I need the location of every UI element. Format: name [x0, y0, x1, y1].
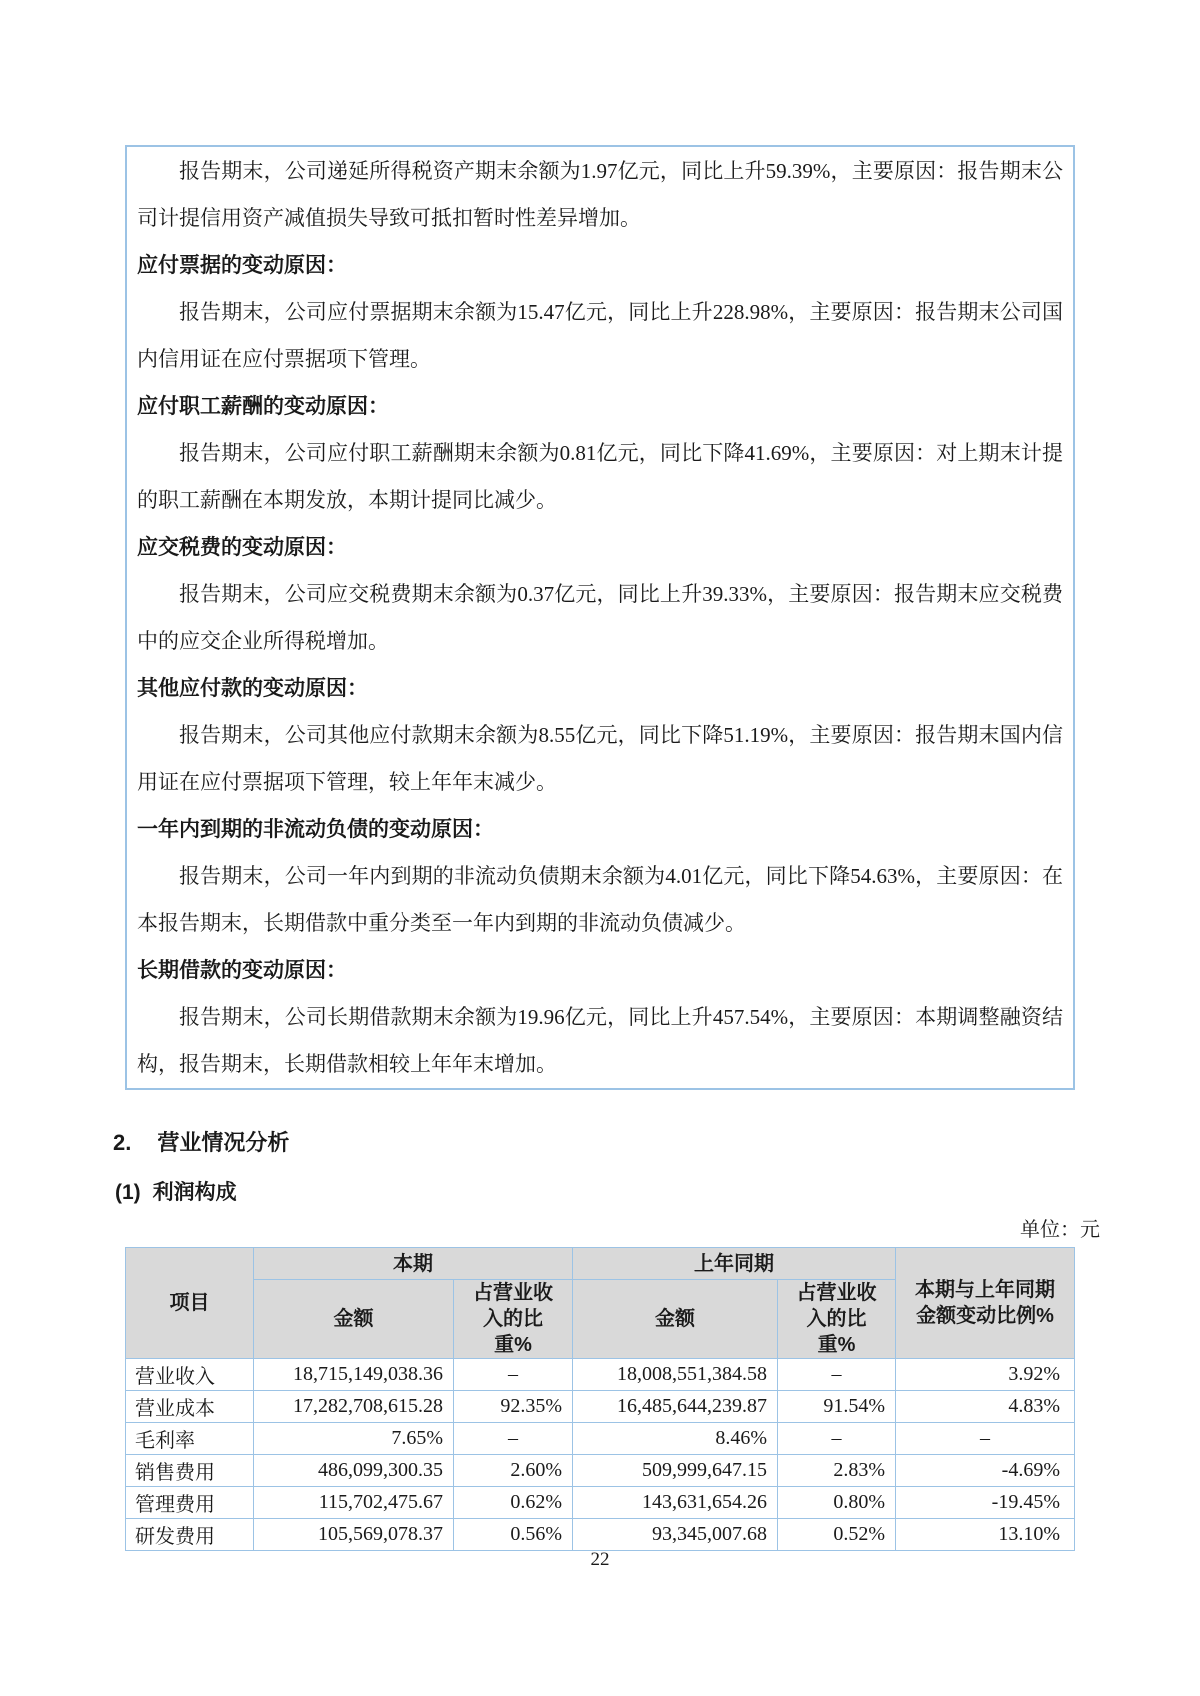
- cell-change-ratio: 13.10%: [896, 1519, 1075, 1551]
- cell-ratio-prior: 0.52%: [778, 1519, 896, 1551]
- cell-amount-current: 7.65%: [254, 1423, 454, 1455]
- cell-ratio-current: 92.35%: [454, 1391, 573, 1423]
- header-ratio-prior: 占营业收入的比重%: [778, 1280, 896, 1359]
- table-row-selling-expense: [126, 1455, 1075, 1487]
- change-reasons-box: [125, 145, 1075, 1090]
- table-body: [126, 1359, 1075, 1551]
- cell-amount-prior: 16,485,644,239.87: [573, 1391, 778, 1423]
- header-amount-prior: 金额: [573, 1280, 778, 1359]
- profit-composition-table: [125, 1247, 1075, 1551]
- cell-item: 营业收入: [126, 1359, 254, 1391]
- table-row-gross-margin: [126, 1423, 1075, 1455]
- table-row-admin-expense: [126, 1487, 1075, 1519]
- cell-amount-current: 486,099,300.35: [254, 1455, 454, 1487]
- cell-amount-prior: 509,999,647.15: [573, 1455, 778, 1487]
- heading-taxes-payable: 应交税费的变动原因：: [137, 536, 347, 559]
- cell-ratio-current: –: [454, 1359, 573, 1391]
- cell-amount-current: 18,715,149,038.36: [254, 1359, 454, 1391]
- paragraph-taxes-payable: 报告期末，公司应交税费期末余额为0.37亿元，同比上升39.33%，主要原因：报告期末应交税费中的应交企业所得税增加。: [137, 582, 1063, 653]
- cell-change-ratio: -4.69%: [896, 1455, 1075, 1487]
- section-number: 2.: [113, 1130, 132, 1155]
- table-header: [126, 1248, 1075, 1359]
- paragraph-payroll-payable: 报告期末，公司应付职工薪酬期末余额为0.81亿元，同比下降41.69%，主要原因：对上期末计提的职工薪酬在本期发放，本期计提同比减少。: [137, 441, 1063, 512]
- cell-ratio-prior: –: [778, 1423, 896, 1455]
- page-number: 22: [590, 1549, 610, 1570]
- cell-amount-prior: 18,008,551,384.58: [573, 1359, 778, 1391]
- cell-ratio-prior: –: [778, 1359, 896, 1391]
- cell-item: 毛利率: [126, 1423, 254, 1455]
- cell-item: 管理费用: [126, 1487, 254, 1519]
- cell-ratio-current: 0.62%: [454, 1487, 573, 1519]
- table-row-revenue: [126, 1359, 1075, 1391]
- cell-ratio-current: –: [454, 1423, 573, 1455]
- heading-longterm-loans: 长期借款的变动原因：: [137, 959, 347, 982]
- header-group-prior-period: 上年同期: [573, 1248, 896, 1280]
- section-title-business-analysis: [113, 1128, 289, 1158]
- cell-change-ratio: –: [896, 1423, 1075, 1455]
- section-label: 营业情况分析: [157, 1130, 290, 1155]
- table-row-rd-expense: [126, 1519, 1075, 1551]
- cell-ratio-current: 0.56%: [454, 1519, 573, 1551]
- header-change-ratio: 本期与上年同期金额变动比例%: [896, 1248, 1075, 1359]
- paragraph-deferred-tax: 报告期末，公司递延所得税资产期末余额为1.97亿元，同比上升59.39%，主要原因：报告期末公司计提信用资产减值损失导致可抵扣暂时性差异增加。: [137, 159, 1063, 230]
- header-amount-current: 金额: [254, 1280, 454, 1359]
- header-ratio-current: 占营业收入的比重%: [454, 1280, 573, 1359]
- header-group-current-period: 本期: [254, 1248, 573, 1280]
- paragraph-longterm-loans: 报告期末，公司长期借款期末余额为19.96亿元，同比上升457.54%，主要原因：本期调整融资结构，报告期末，长期借款相较上年年末增加。: [137, 1005, 1063, 1076]
- heading-noncurrent-liabilities: 一年内到期的非流动负债的变动原因：: [137, 818, 494, 841]
- subsection-label: 利润构成: [152, 1181, 237, 1204]
- cell-ratio-prior: 0.80%: [778, 1487, 896, 1519]
- cell-amount-prior: 8.46%: [573, 1423, 778, 1455]
- cell-change-ratio: 4.83%: [896, 1391, 1075, 1423]
- paragraph-other-payables: 报告期末，公司其他应付款期末余额为8.55亿元，同比下降51.19%，主要原因：报告期末国内信用证在应付票据项下管理，较上年年末减少。: [137, 723, 1063, 794]
- cell-amount-current: 105,569,078.37: [254, 1519, 454, 1551]
- cell-amount-current: 17,282,708,615.28: [254, 1391, 454, 1423]
- unit-label: 单位：元: [1020, 1219, 1100, 1241]
- cell-ratio-prior: 91.54%: [778, 1391, 896, 1423]
- paragraph-notes-payable: 报告期末，公司应付票据期末余额为15.47亿元，同比上升228.98%，主要原因：报告期末公司国内信用证在应付票据项下管理。: [137, 300, 1063, 371]
- paragraph-noncurrent-liabilities: 报告期末，公司一年内到期的非流动负债期末余额为4.01亿元，同比下降54.63%，主要原因：在本报告期末，长期借款中重分类至一年内到期的非流动负债减少。: [137, 864, 1063, 935]
- cell-change-ratio: -19.45%: [896, 1487, 1075, 1519]
- heading-payroll-payable: 应付职工薪酬的变动原因：: [137, 395, 389, 418]
- cell-amount-current: 115,702,475.67: [254, 1487, 454, 1519]
- cell-item: 研发费用: [126, 1519, 254, 1551]
- subsection-title-profit-composition: [115, 1178, 237, 1208]
- cell-item: 营业成本: [126, 1391, 254, 1423]
- heading-notes-payable: 应付票据的变动原因：: [137, 254, 347, 277]
- cell-amount-prior: 93,345,007.68: [573, 1519, 778, 1551]
- cell-ratio-prior: 2.83%: [778, 1455, 896, 1487]
- header-item: 项目: [126, 1248, 254, 1359]
- cell-amount-prior: 143,631,654.26: [573, 1487, 778, 1519]
- cell-ratio-current: 2.60%: [454, 1455, 573, 1487]
- cell-change-ratio: 3.92%: [896, 1359, 1075, 1391]
- table-row-cost: [126, 1391, 1075, 1423]
- heading-other-payables: 其他应付款的变动原因：: [137, 677, 368, 700]
- table-header-row-groups: [126, 1248, 1075, 1280]
- subsection-number: (1): [115, 1181, 141, 1204]
- cell-item: 销售费用: [126, 1455, 254, 1487]
